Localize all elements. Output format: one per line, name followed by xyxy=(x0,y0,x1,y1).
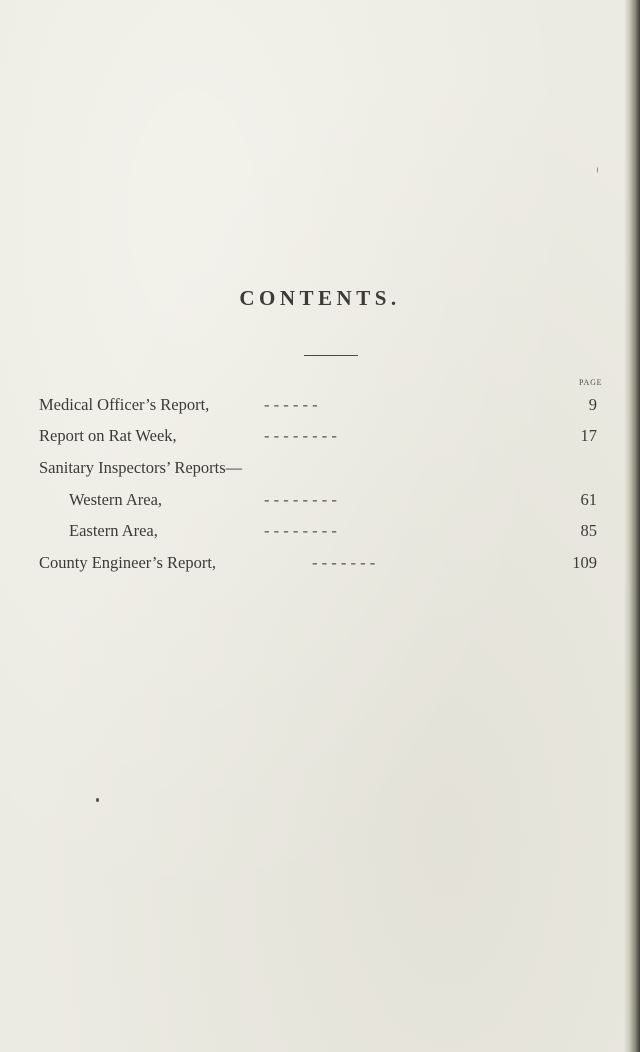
toc-entry-page: 85 xyxy=(580,521,597,540)
ink-fleck xyxy=(597,167,598,173)
toc-entry-label: County Engineer’s Report, xyxy=(39,553,217,572)
toc-entry-label: Western Area, xyxy=(69,490,163,509)
toc-entry-label: Sanitary Inspectors’ Reports— xyxy=(39,458,243,477)
toc-entry-label: Eastern Area, xyxy=(69,521,158,540)
toc-entry-sanitary-inspectors xyxy=(0,458,640,482)
toc-entry-eastern-area xyxy=(0,521,640,545)
toc-entry-leader: - - - - - - - - xyxy=(264,521,337,540)
toc-entry-page: 109 xyxy=(572,553,597,572)
title-rule xyxy=(304,355,358,356)
toc-entry-page: 9 xyxy=(588,395,597,414)
toc-entry-label: Report on Rat Week, xyxy=(39,426,177,445)
toc-entry-medical-officer xyxy=(0,395,640,419)
toc-entry-rat-week xyxy=(0,426,640,450)
toc-entry-leader: - - - - - - - - xyxy=(264,426,337,445)
toc-entry-page: 17 xyxy=(580,426,597,445)
toc-entry-western-area xyxy=(0,490,640,514)
toc-entry-county-engineer xyxy=(0,553,640,577)
page-column-label: PAGE xyxy=(579,378,603,387)
toc-entry-label: Medical Officer’s Report, xyxy=(39,395,210,414)
toc-entry-page: 61 xyxy=(580,490,597,509)
toc-entry-leader: - - - - - - xyxy=(264,395,318,414)
toc-entry-leader: - - - - - - - - xyxy=(264,490,337,509)
page-title: CONTENTS. xyxy=(239,286,401,310)
ink-fleck xyxy=(96,798,99,802)
toc-entry-leader: - - - - - - - xyxy=(312,553,376,572)
